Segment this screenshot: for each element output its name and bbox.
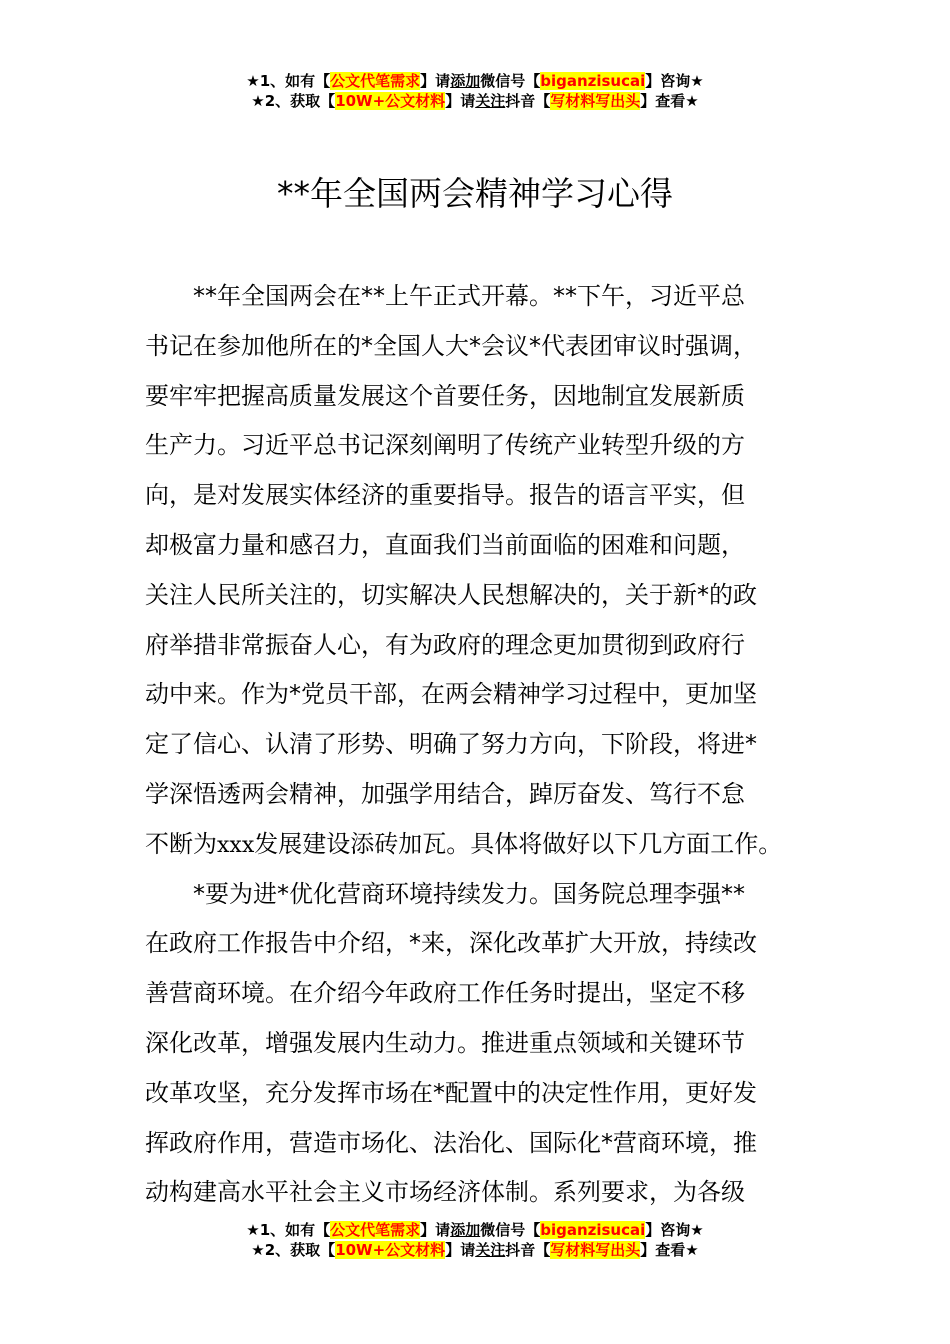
promo-highlight: 10W+公文材料: [335, 1241, 446, 1259]
text-line: 书记在参加他所在的*全国人大*会议*代表团审议时强调，: [145, 331, 757, 360]
text-line: 向，是对发展实体经济的重要指导。报告的语言平实，但: [145, 481, 745, 510]
promo-highlight: 公文代笔需求: [330, 1221, 421, 1239]
document-body: [145, 272, 825, 1218]
text-line: 善营商环境。在介绍今年政府工作任务时提出，坚定不移: [145, 979, 745, 1008]
promo-highlight: 10W+公文材料: [335, 92, 446, 110]
douyin-account: 写材料写出头: [550, 1241, 641, 1259]
wechat-id: biganzisucai: [540, 1221, 646, 1239]
top-promo-banner: [0, 71, 950, 111]
promo-line-1: ★1、如有【公文代笔需求】请添加微信号【biganzisucai】咨询★: [246, 1221, 704, 1239]
promo-line-2: ★2、获取【10W+公文材料】请关注抖音【写材料写出头】查看★: [251, 1241, 699, 1259]
promo-line-1: ★1、如有【公文代笔需求】请添加微信号【biganzisucai】咨询★: [246, 72, 704, 90]
text-line: 在政府工作报告中介绍，*来，深化改革扩大开放，持续改: [145, 929, 757, 958]
text-line: 不断为xxx发展建设添砖加瓦。具体将做好以下几方面工作。: [145, 829, 783, 858]
text-line: *要为进*优化营商环境持续发力。国务院总理李强**: [193, 879, 745, 908]
wechat-id: biganzisucai: [540, 72, 646, 90]
text-line: 定了信心、认清了形势、明确了努力方向，下阶段，将进*: [145, 730, 757, 759]
text-line: 却极富力量和感召力，直面我们当前面临的困难和问题，: [145, 530, 745, 559]
bottom-promo-banner: [0, 1220, 950, 1260]
text-line: 动中来。作为*党员干部，在两会精神学习过程中，更加坚: [145, 680, 757, 709]
text-line: 关注人民所关注的，切实解决人民想解决的，关于新*的政: [145, 580, 757, 609]
text-line: 府举措非常振奋人心，有为政府的理念更加贯彻到政府行: [145, 630, 745, 659]
document-title: **年全国两会精神学习心得: [277, 174, 673, 213]
text-line: 学深悟透两会精神，加强学用结合，踔厉奋发、笃行不怠: [145, 779, 745, 808]
promo-highlight: 公文代笔需求: [330, 72, 421, 90]
text-line: 生产力。习近平总书记深刻阐明了传统产业转型升级的方: [145, 431, 745, 460]
text-line: 要牢牢把握高质量发展这个首要任务，因地制宜发展新质: [145, 381, 745, 410]
text-line: 改革攻坚，充分发挥市场在*配置中的决定性作用，更好发: [145, 1078, 757, 1107]
text-line: 深化改革，增强发展内生动力。推进重点领域和关键环节: [145, 1028, 745, 1057]
douyin-account: 写材料写出头: [550, 92, 641, 110]
text-line: 挥政府作用，营造市场化、法治化、国际化*营商环境，推: [145, 1128, 757, 1157]
text-line: **年全国两会在**上午正式开幕。**下午，习近平总: [193, 282, 745, 310]
text-line: 动构建高水平社会主义市场经济体制。系列要求，为各级: [145, 1178, 745, 1207]
promo-line-2: ★2、获取【10W+公文材料】请关注抖音【写材料写出头】查看★: [251, 92, 699, 110]
